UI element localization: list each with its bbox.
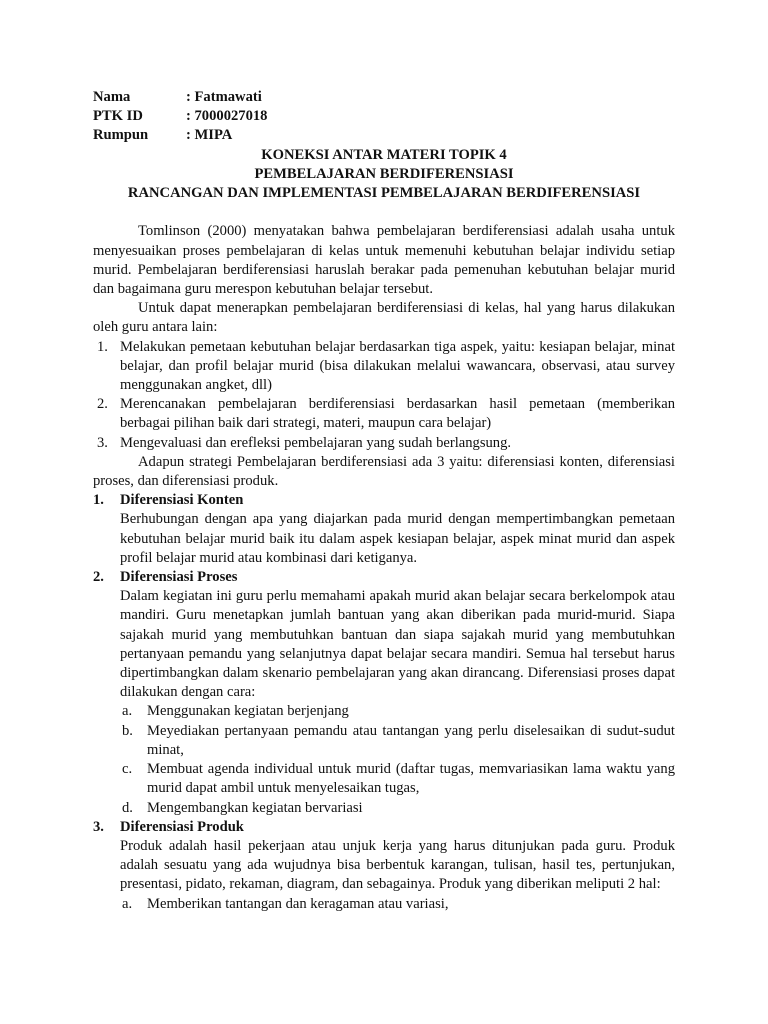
list-text: Memberikan tantangan dan keragaman atau variasi, xyxy=(147,895,449,912)
list-item xyxy=(120,760,675,798)
intro-paragraph: Tomlinson (2000) menyatakan bahwa pembelajaran berdiferensiasi adalah usaha untuk menyesuaikan proses pembelajaran di kelas untuk memenuhi kebutuhan belajar individu setiap murid. Pembelajaran berdiferensiasi haruslah berakar pada pemenuhan kebutuhan belajar murid dan bagaimana guru merespon kebutuhan belajar tersebut. xyxy=(93,223,675,298)
section-number: 3. xyxy=(93,818,104,835)
identity-value: : 7000027018 xyxy=(186,108,268,125)
list-text: Membuat agenda individual untuk murid (daftar tugas, memvariasikan lama waktu yang murid dapat ambil untuk menyelesaikan tugas, xyxy=(147,761,675,797)
steps-list xyxy=(93,338,675,453)
identity-label: Nama xyxy=(93,89,131,105)
identity-label: Rumpun xyxy=(93,127,149,144)
section-diferensiasi-konten xyxy=(93,491,675,568)
list-letter: b. xyxy=(122,722,133,739)
section-body: Produk adalah hasil pekerjaan atau unjuk kerja yang harus ditunjukan pada guru. Produk adalah sesuatu yang ada wujudnya bisa berbentuk karangan, tulisan, hasil tes, pertunjukan, presentasi, pidato, rekaman, diagram, dan sebagainya. Produk yang diberikan meliputi 2 hal: xyxy=(120,837,675,893)
section-title: Diferensiasi Produk xyxy=(120,818,244,835)
list-letter: c. xyxy=(122,761,133,778)
section-body: Dalam kegiatan ini guru perlu memahami apakah murid akan belajar secara berkelompok atau mandiri. Guru menetapkan jumlah bantuan yang akan diberikan pada murid-murid. Siapa sajakah murid yang membutuhkan bantuan dan siapa sajakah murid yang membutuhkan pertanyaan pemandu yang selanjutnya dapat belajar secara mandiri. Semua hal tersebut harus dipertimbangkan dalam skenario pembelajaran yang akan dirancang. Diferensiasi proses dapat dilakukan dengan cara: xyxy=(120,588,675,701)
list-letter: d. xyxy=(122,799,133,816)
list-item xyxy=(93,338,675,396)
list-number: 2. xyxy=(97,396,108,413)
section-title: Diferensiasi Konten xyxy=(120,492,244,509)
list-text: Melakukan pemetaan kebutuhan belajar berdasarkan tiga aspek, yaitu: kesiapan belajar, minat belajar, dan profil belajar murid (bisa dilakukan melalui wawancara, observasi, atau survey menggunakan angket, dll) xyxy=(120,338,675,394)
identity-value: : Fatmawati xyxy=(186,89,262,105)
section-heading xyxy=(93,568,675,587)
spacer xyxy=(93,203,675,222)
list-letter: a. xyxy=(122,703,133,720)
list-item xyxy=(120,722,675,760)
document-title-line-3: RANCANGAN DAN IMPLEMENTASI PEMBELAJARAN BERDIFERENSIASI xyxy=(127,185,641,202)
list-item xyxy=(120,702,675,721)
steps-intro-paragraph: Untuk dapat menerapkan pembelajaran berdiferensiasi di kelas, hal yang harus dilakukan oleh guru antara lain: xyxy=(93,300,675,336)
list-text: Mengevaluasi dan erefleksi pembelajaran yang sudah berlangsung. xyxy=(120,434,512,451)
section-body: Berhubungan dengan apa yang diajarkan pada murid dengan mempertimbangkan pemetaan kebutuhan belajar murid baik itu dalam aspek kesiapan belajar, aspek minat murid dan aspek profil belajar murid atau kombinasi dari ketiganya. xyxy=(120,511,675,566)
section-diferensiasi-proses xyxy=(93,568,675,818)
section-number: 2. xyxy=(93,569,104,586)
section-heading xyxy=(93,491,675,510)
identity-label: PTK ID xyxy=(93,108,143,125)
sub-list xyxy=(93,702,675,817)
section-number: 1. xyxy=(93,492,104,509)
list-number: 3. xyxy=(97,434,108,451)
list-text: Merencanakan pembelajaran berdiferensiasi berdasarkan hasil pemetaan (memberikan berbagai pilihan baik dari strategi, materi, maupun cara belajar) xyxy=(120,396,675,432)
list-letter: a. xyxy=(122,895,133,912)
identity-value: : MIPA xyxy=(186,127,233,144)
list-text: Menggunakan kegiatan berjenjang xyxy=(147,703,349,720)
list-text: Meyediakan pertanyaan pemandu atau tantangan yang perlu diselesaikan di sudut-sudut minat, xyxy=(147,722,675,758)
identity-row-rumpun xyxy=(93,126,675,145)
section-diferensiasi-produk xyxy=(93,818,675,914)
list-item xyxy=(120,799,675,818)
strategy-intro-paragraph: Adapun strategi Pembelajaran berdiferensiasi ada 3 yaitu: diferensiasi konten, diferensiasi proses, dan diferensiasi produk. xyxy=(93,453,675,490)
list-item xyxy=(120,895,675,914)
identity-block xyxy=(93,88,675,146)
sub-list xyxy=(93,895,675,914)
document-title-line-1: KONEKSI ANTAR MATERI TOPIK 4 xyxy=(261,146,507,163)
section-heading xyxy=(93,818,675,837)
list-number: 1. xyxy=(97,338,108,355)
identity-row-name xyxy=(93,88,675,107)
identity-row-ptk-id xyxy=(93,107,675,126)
document-title-line-2: PEMBELAJARAN BERDIFERENSIASI xyxy=(254,165,514,182)
section-title: Diferensiasi Proses xyxy=(120,569,238,586)
list-item xyxy=(93,434,675,453)
list-item xyxy=(93,395,675,433)
list-text: Mengembangkan kegiatan bervariasi xyxy=(147,799,363,816)
